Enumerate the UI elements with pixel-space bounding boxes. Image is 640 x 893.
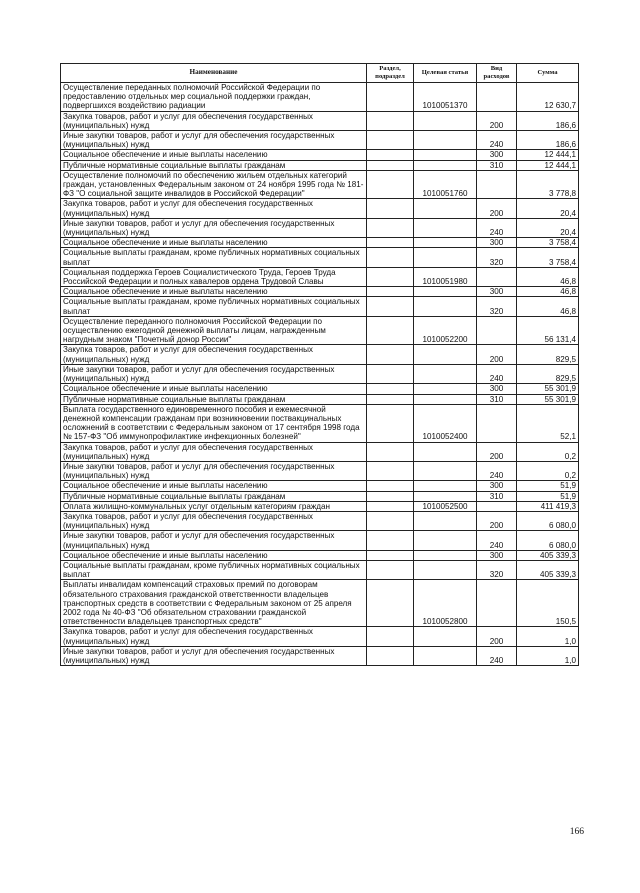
cell-article: 1010052400: [414, 404, 477, 442]
table-row: [61, 394, 579, 404]
cell-expense-type: 300: [477, 150, 517, 160]
cell-expense-type: [477, 580, 517, 627]
cell-name: Иные закупки товаров, работ и услуг для обеспечения государственных (муниципальных) нужд: [61, 131, 367, 150]
cell-section: [367, 131, 414, 150]
cell-amount: 829,5: [517, 345, 579, 364]
cell-amount: 51,9: [517, 481, 579, 491]
cell-amount: 12 630,7: [517, 83, 579, 112]
cell-expense-type: 240: [477, 461, 517, 480]
cell-name: Социальное обеспечение и иные выплаты населению: [61, 287, 367, 297]
cell-amount: 6 080,0: [517, 531, 579, 550]
table-row: [61, 646, 579, 665]
cell-expense-type: 300: [477, 238, 517, 248]
table-row: [61, 316, 579, 345]
cell-section: [367, 297, 414, 316]
cell-section: [367, 481, 414, 491]
cell-section: [367, 83, 414, 112]
cell-article: [414, 131, 477, 150]
cell-section: [367, 364, 414, 383]
cell-amount: 0,2: [517, 442, 579, 461]
table-row: [61, 248, 579, 267]
cell-article: 1010052800: [414, 580, 477, 627]
cell-amount: 0,2: [517, 461, 579, 480]
cell-article: [414, 345, 477, 364]
cell-section: [367, 111, 414, 130]
cell-amount: 411 419,3: [517, 501, 579, 511]
cell-article: 1010052500: [414, 501, 477, 511]
cell-name: Социальные выплаты гражданам, кроме публичных нормативных социальных выплат: [61, 297, 367, 316]
cell-section: [367, 316, 414, 345]
cell-expense-type: 310: [477, 394, 517, 404]
table-row: [61, 511, 579, 530]
cell-amount: 829,5: [517, 364, 579, 383]
cell-name: Социальное обеспечение и иные выплаты населению: [61, 384, 367, 394]
table-row: [61, 491, 579, 501]
cell-section: [367, 646, 414, 665]
cell-amount: 12 444,1: [517, 160, 579, 170]
header-amount: Сумма: [517, 64, 579, 83]
table-row: [61, 83, 579, 112]
cell-amount: 150,5: [517, 580, 579, 627]
cell-expense-type: 200: [477, 345, 517, 364]
cell-expense-type: 300: [477, 287, 517, 297]
cell-amount: 405 339,3: [517, 550, 579, 560]
cell-name: Закупка товаров, работ и услуг для обеспечения государственных (муниципальных) нужд: [61, 627, 367, 646]
cell-article: [414, 199, 477, 218]
cell-article: [414, 481, 477, 491]
cell-name: Иные закупки товаров, работ и услуг для обеспечения государственных (муниципальных) нужд: [61, 646, 367, 665]
cell-expense-type: 240: [477, 531, 517, 550]
cell-section: [367, 394, 414, 404]
cell-name: Закупка товаров, работ и услуг для обеспечения государственных (муниципальных) нужд: [61, 511, 367, 530]
cell-name: Оплата жилищно-коммунальных услуг отдельным категориям граждан: [61, 501, 367, 511]
cell-article: [414, 560, 477, 579]
cell-expense-type: 200: [477, 442, 517, 461]
cell-section: [367, 287, 414, 297]
table-row: [61, 170, 579, 199]
cell-amount: 186,6: [517, 111, 579, 130]
cell-expense-type: 310: [477, 160, 517, 170]
cell-name: Социальные выплаты гражданам, кроме публичных нормативных социальных выплат: [61, 560, 367, 579]
cell-amount: 12 444,1: [517, 150, 579, 160]
table-row: [61, 580, 579, 627]
table-row: [61, 218, 579, 237]
cell-expense-type: [477, 501, 517, 511]
cell-expense-type: 300: [477, 481, 517, 491]
cell-expense-type: 200: [477, 627, 517, 646]
cell-amount: 3 758,4: [517, 248, 579, 267]
cell-article: [414, 248, 477, 267]
cell-amount: 405 339,3: [517, 560, 579, 579]
cell-expense-type: 310: [477, 491, 517, 501]
cell-article: [414, 394, 477, 404]
table-row: [61, 150, 579, 160]
cell-section: [367, 170, 414, 199]
cell-name: Социальное обеспечение и иные выплаты населению: [61, 238, 367, 248]
cell-section: [367, 580, 414, 627]
cell-article: [414, 442, 477, 461]
cell-article: 1010052200: [414, 316, 477, 345]
cell-amount: 46,8: [517, 267, 579, 286]
cell-name: Социальное обеспечение и иные выплаты населению: [61, 150, 367, 160]
table-body: [61, 83, 579, 666]
cell-name: Иные закупки товаров, работ и услуг для обеспечения государственных (муниципальных) нужд: [61, 461, 367, 480]
cell-amount: 186,6: [517, 131, 579, 150]
cell-section: [367, 160, 414, 170]
cell-expense-type: 320: [477, 560, 517, 579]
cell-amount: 20,4: [517, 199, 579, 218]
cell-section: [367, 267, 414, 286]
header-article: Целевая статья: [414, 64, 477, 83]
cell-section: [367, 442, 414, 461]
table-row: [61, 364, 579, 383]
cell-expense-type: 320: [477, 297, 517, 316]
cell-amount: 55 301,9: [517, 394, 579, 404]
cell-expense-type: 240: [477, 218, 517, 237]
cell-section: [367, 345, 414, 364]
cell-expense-type: [477, 316, 517, 345]
header-expense-type: Вид расходов: [477, 64, 517, 83]
cell-section: [367, 238, 414, 248]
table-row: [61, 404, 579, 442]
cell-name: Осуществление переданного полномочия Российской Федерации по осуществлению ежегодной денежной выплаты лицам, награжденным нагрудным знаком "Почетный донор России": [61, 316, 367, 345]
cell-name: Социальное обеспечение и иные выплаты населению: [61, 550, 367, 560]
table-row: [61, 560, 579, 579]
table-row: [61, 461, 579, 480]
cell-article: [414, 150, 477, 160]
cell-article: [414, 461, 477, 480]
cell-name: Социальное обеспечение и иные выплаты населению: [61, 481, 367, 491]
cell-section: [367, 218, 414, 237]
cell-expense-type: 300: [477, 384, 517, 394]
cell-name: Публичные нормативные социальные выплаты гражданам: [61, 491, 367, 501]
cell-name: Публичные нормативные социальные выплаты гражданам: [61, 160, 367, 170]
cell-amount: 46,8: [517, 297, 579, 316]
cell-section: [367, 560, 414, 579]
table-row: [61, 297, 579, 316]
cell-article: [414, 511, 477, 530]
header-name: Наименование: [61, 64, 367, 83]
budget-table: [60, 63, 579, 666]
cell-article: [414, 111, 477, 130]
cell-name: Закупка товаров, работ и услуг для обеспечения государственных (муниципальных) нужд: [61, 345, 367, 364]
cell-article: [414, 550, 477, 560]
cell-expense-type: [477, 170, 517, 199]
cell-expense-type: 200: [477, 199, 517, 218]
cell-name: Осуществление полномочий по обеспечению жильем отдельных категорий граждан, установленных Федеральным законом от 24 ноября 1995 года № 181-ФЗ "О социальной защите инвалидов в Российской Федерации": [61, 170, 367, 199]
table-row: [61, 199, 579, 218]
cell-article: 1010051370: [414, 83, 477, 112]
cell-name: Выплаты инвалидам компенсаций страховых премий по договорам обязательного страхования гражданской ответственности владельцев транспортных средств в соответствии с Федеральным законом от 25 апреля 2002 года № 40-ФЗ "Об обязательном страховании гражданской ответственности владельцев транспортных средств": [61, 580, 367, 627]
table-row: [61, 501, 579, 511]
cell-name: Социальные выплаты гражданам, кроме публичных нормативных социальных выплат: [61, 248, 367, 267]
cell-article: [414, 531, 477, 550]
cell-section: [367, 248, 414, 267]
table-row: [61, 131, 579, 150]
table-row: [61, 345, 579, 364]
cell-expense-type: 240: [477, 131, 517, 150]
cell-expense-type: 300: [477, 550, 517, 560]
cell-section: [367, 511, 414, 530]
cell-expense-type: 200: [477, 111, 517, 130]
cell-section: [367, 404, 414, 442]
cell-section: [367, 384, 414, 394]
table-row: [61, 238, 579, 248]
cell-name: Иные закупки товаров, работ и услуг для обеспечения государственных (муниципальных) нужд: [61, 364, 367, 383]
table-row: [61, 287, 579, 297]
cell-article: [414, 627, 477, 646]
cell-article: [414, 287, 477, 297]
cell-name: Закупка товаров, работ и услуг для обеспечения государственных (муниципальных) нужд: [61, 442, 367, 461]
table-row: [61, 481, 579, 491]
table-header: [61, 64, 579, 83]
cell-name: Публичные нормативные социальные выплаты гражданам: [61, 394, 367, 404]
cell-article: 1010051980: [414, 267, 477, 286]
cell-section: [367, 531, 414, 550]
cell-name: Выплата государственного единовременного пособия и ежемесячной денежной компенсации гражданам при возникновении поствакцинальных осложнений в соответствии с Федеральным законом от 17 сентября 1998 года № 157-ФЗ "Об иммунопрофилактике инфекционных болезней": [61, 404, 367, 442]
cell-amount: 3 758,4: [517, 238, 579, 248]
cell-article: [414, 218, 477, 237]
cell-article: [414, 297, 477, 316]
cell-section: [367, 501, 414, 511]
cell-name: Закупка товаров, работ и услуг для обеспечения государственных (муниципальных) нужд: [61, 111, 367, 130]
table-row: [61, 550, 579, 560]
cell-section: [367, 550, 414, 560]
table-row: [61, 442, 579, 461]
cell-name: Осуществление переданных полномочий Российской Федерации по предоставлению отдельных мер социальной поддержки граждан, подвергшихся воздействию радиации: [61, 83, 367, 112]
header-section: Раздел, подраздел: [367, 64, 414, 83]
cell-section: [367, 461, 414, 480]
cell-expense-type: 320: [477, 248, 517, 267]
cell-expense-type: [477, 83, 517, 112]
table-row: [61, 160, 579, 170]
cell-amount: 55 301,9: [517, 384, 579, 394]
cell-article: [414, 238, 477, 248]
cell-name: Закупка товаров, работ и услуг для обеспечения государственных (муниципальных) нужд: [61, 199, 367, 218]
table-row: [61, 267, 579, 286]
cell-section: [367, 627, 414, 646]
header-row: [61, 64, 579, 83]
table-row: [61, 627, 579, 646]
page-number: 166: [569, 827, 584, 837]
cell-amount: 3 778,8: [517, 170, 579, 199]
cell-article: [414, 364, 477, 383]
cell-section: [367, 199, 414, 218]
cell-amount: 1,0: [517, 627, 579, 646]
cell-name: Иные закупки товаров, работ и услуг для обеспечения государственных (муниципальных) нужд: [61, 531, 367, 550]
cell-name: Социальная поддержка Героев Социалистического Труда, Героев Труда Российской Федерации и полных кавалеров ордена Трудовой Славы: [61, 267, 367, 286]
cell-expense-type: [477, 404, 517, 442]
cell-article: [414, 491, 477, 501]
cell-expense-type: 240: [477, 364, 517, 383]
cell-amount: 1,0: [517, 646, 579, 665]
cell-amount: 6 080,0: [517, 511, 579, 530]
cell-article: [414, 646, 477, 665]
cell-article: 1010051760: [414, 170, 477, 199]
cell-name: Иные закупки товаров, работ и услуг для обеспечения государственных (муниципальных) нужд: [61, 218, 367, 237]
cell-expense-type: 200: [477, 511, 517, 530]
table-row: [61, 531, 579, 550]
cell-expense-type: [477, 267, 517, 286]
cell-amount: 56 131,4: [517, 316, 579, 345]
cell-amount: 46,8: [517, 287, 579, 297]
table-row: [61, 111, 579, 130]
cell-article: [414, 384, 477, 394]
cell-expense-type: 240: [477, 646, 517, 665]
cell-amount: 51,9: [517, 491, 579, 501]
table-row: [61, 384, 579, 394]
cell-section: [367, 150, 414, 160]
cell-section: [367, 491, 414, 501]
cell-article: [414, 160, 477, 170]
cell-amount: 20,4: [517, 218, 579, 237]
cell-amount: 52,1: [517, 404, 579, 442]
